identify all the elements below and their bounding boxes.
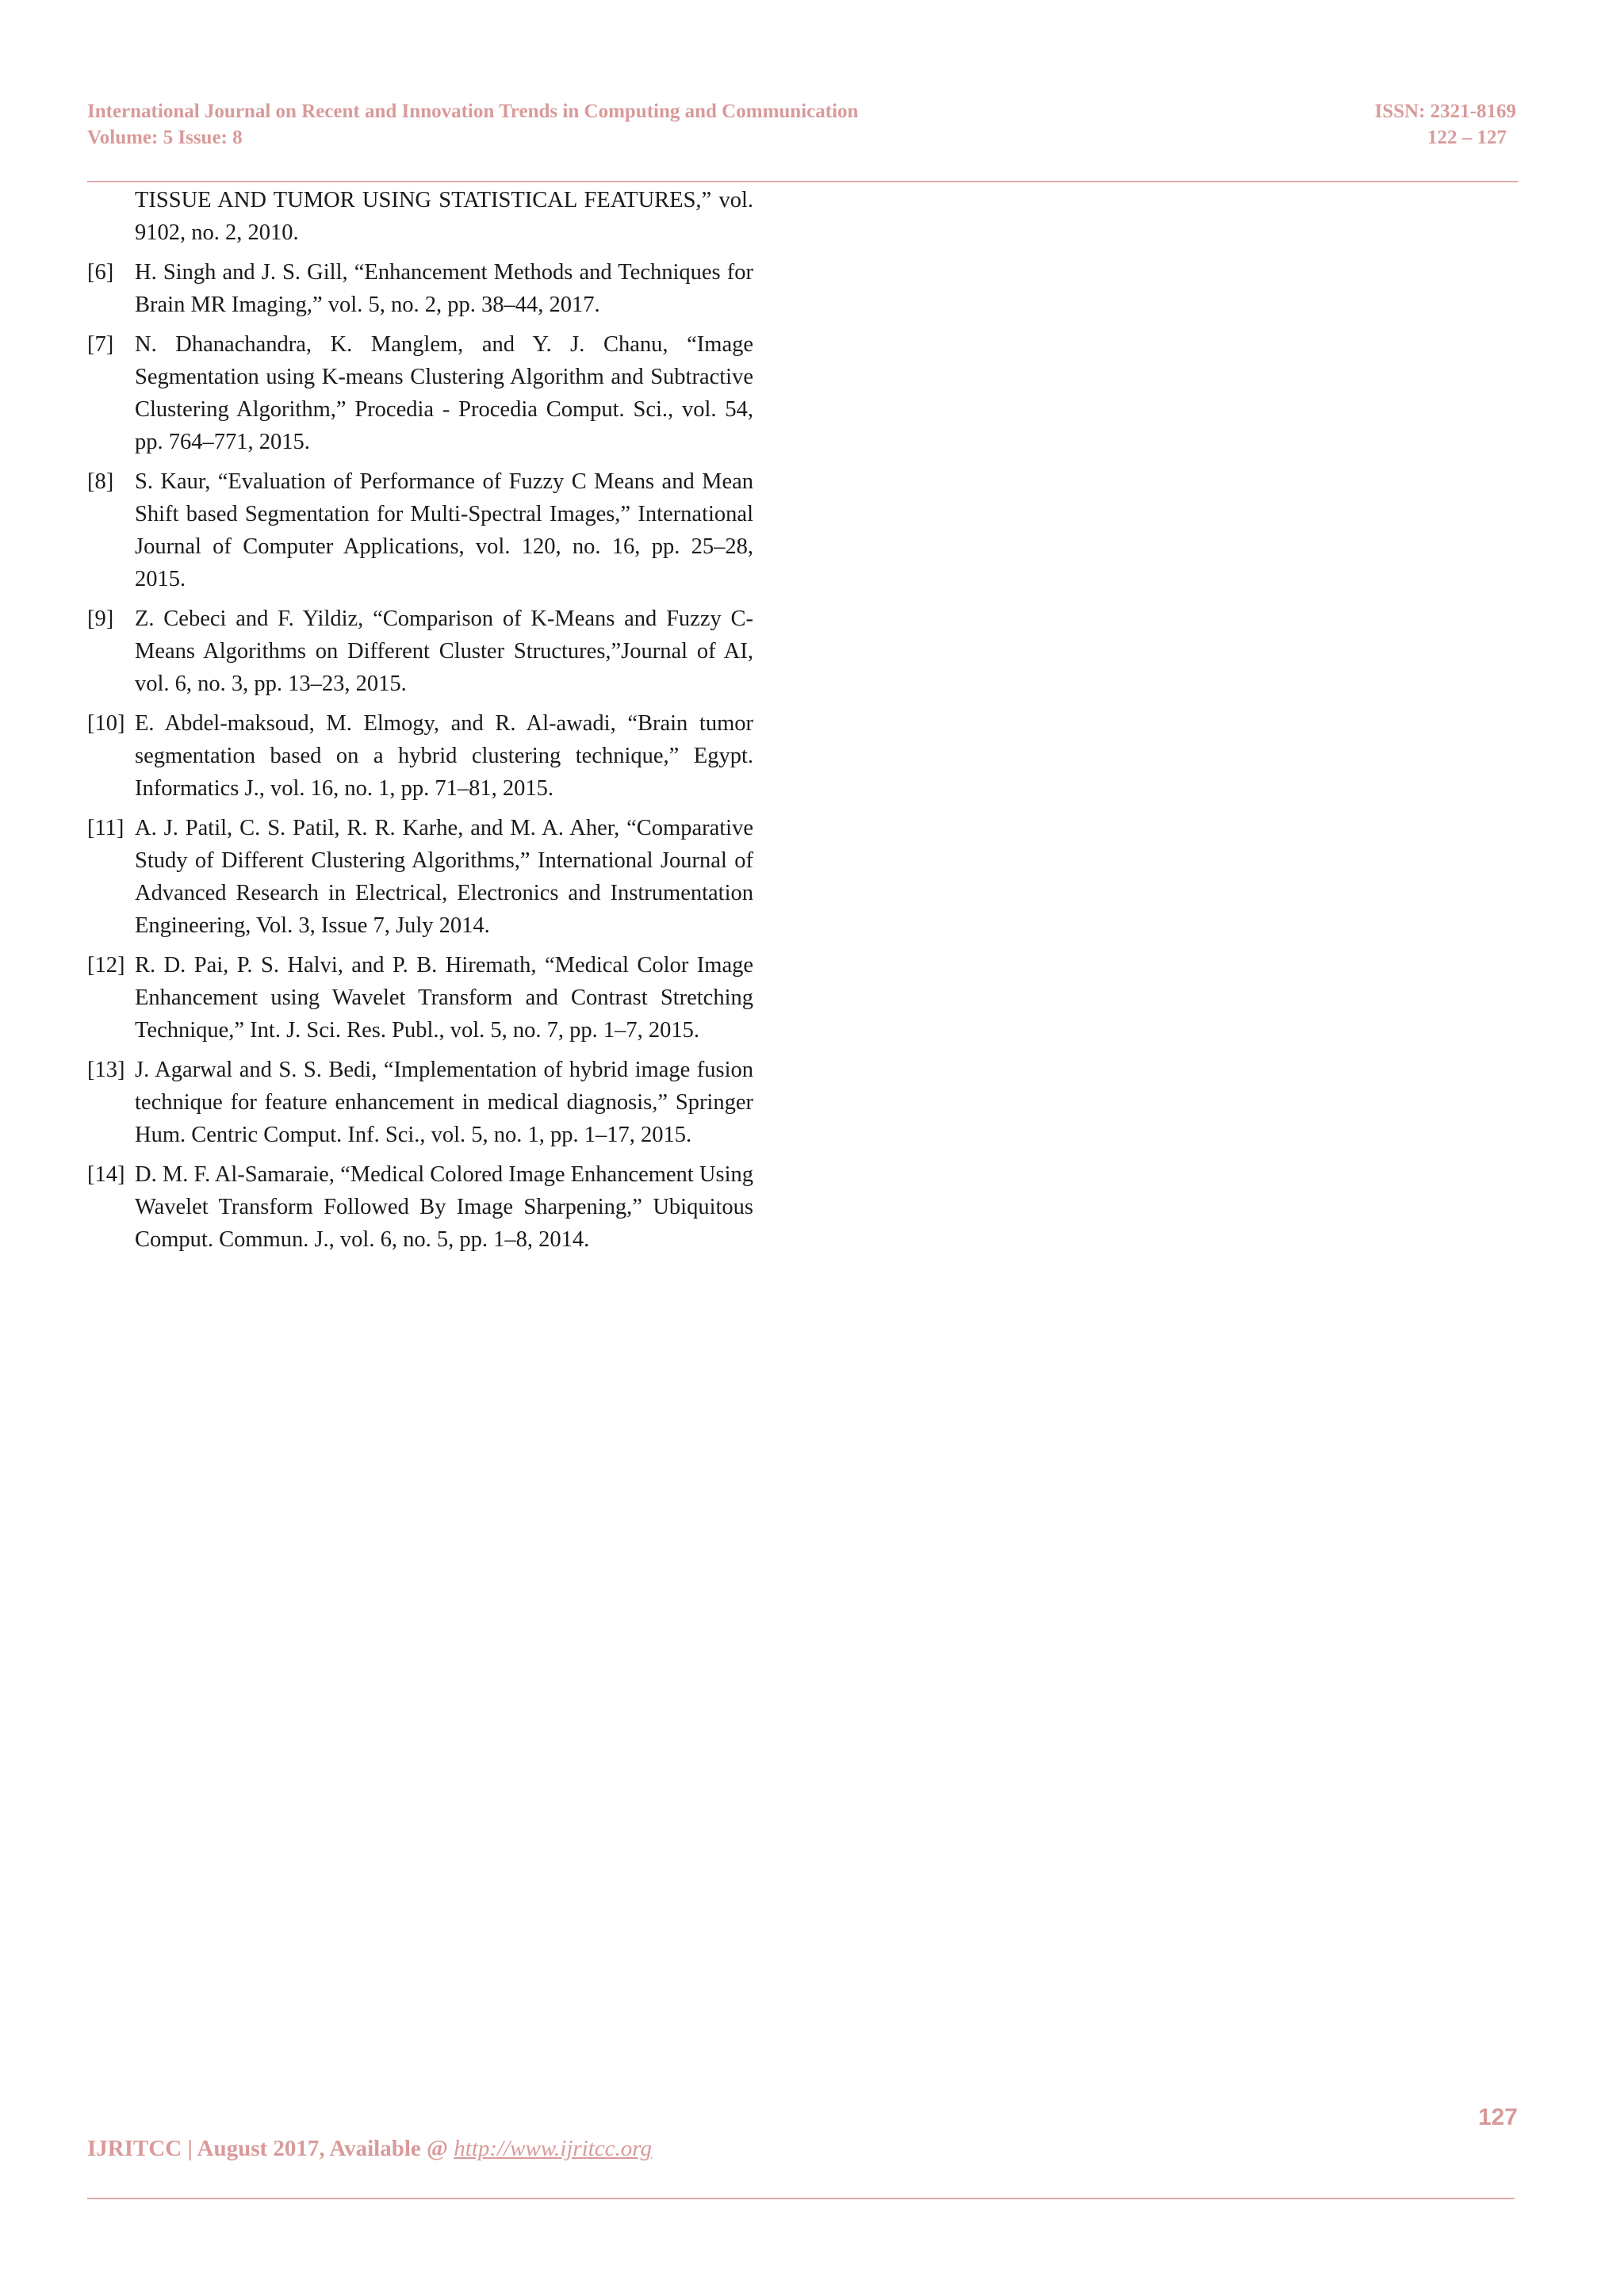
header-divider <box>87 181 1518 182</box>
reference-number: [14] <box>87 1162 125 1187</box>
reference-number: [8] <box>87 469 114 494</box>
reference-text: TISSUE AND TUMOR USING STATISTICAL FEATURES,” vol. 9102, no. 2, 2010. <box>135 188 753 245</box>
page-range: 122 – 127 <box>1427 127 1507 148</box>
page-footer <box>87 2136 652 2162</box>
reference-number: [6] <box>87 260 114 285</box>
reference-item <box>87 812 753 942</box>
journal-website-link[interactable]: http://www.ijritcc.org <box>454 2136 652 2161</box>
reference-text: R. D. Pai, P. S. Halvi, and P. B. Hiremath, “Medical Color Image Enhancement using Wavelet Transform and Contrast Stretching Technique,” Int. J. Sci. Res. Publ., vol. 5, no. 7, pp. 1–7, 2015. <box>135 953 753 1043</box>
reference-list <box>87 184 753 1263</box>
reference-item <box>87 1054 753 1151</box>
reference-item <box>87 184 753 249</box>
reference-item <box>87 465 753 595</box>
reference-number: [11] <box>87 816 124 840</box>
reference-item <box>87 328 753 458</box>
journal-header <box>87 98 858 151</box>
journal-title: International Journal on Recent and Innovation Trends in Computing and Communication <box>87 101 859 122</box>
reference-text: N. Dhanachandra, K. Manglem, and Y. J. Chanu, “Image Segmentation using K-means Clustering Algorithm and Subtractive Clustering Algorithm,” Procedia - Procedia Comput. Sci., vol. 54, pp. 764–771, 2015. <box>135 332 753 454</box>
footer-text: IJRITCC | August 2017, Available @ <box>87 2136 454 2161</box>
page-number: 127 <box>1477 2104 1518 2130</box>
reference-number: [10] <box>87 711 125 736</box>
reference-item <box>87 1158 753 1256</box>
journal-meta <box>1375 98 1517 151</box>
reference-number: [7] <box>87 332 114 357</box>
reference-item <box>87 603 753 700</box>
reference-item <box>87 707 753 805</box>
reference-text: E. Abdel-maksoud, M. Elmogy, and R. Al-awadi, “Brain tumor segmentation based on a hybrid clustering technique,” Egypt. Informatics J., vol. 16, no. 1, pp. 71–81, 2015. <box>135 711 753 801</box>
reference-item <box>87 256 753 321</box>
reference-text: Z. Cebeci and F. Yildiz, “Comparison of K-Means and Fuzzy C-Means Algorithms on Different Cluster Structures,”Journal of AI, vol. 6, no. 3, pp. 13–23, 2015. <box>135 607 753 696</box>
reference-text: H. Singh and J. S. Gill, “Enhancement Methods and Techniques for Brain MR Imaging,” vol. 5, no. 2, pp. 38–44, 2017. <box>135 260 753 317</box>
reference-text: S. Kaur, “Evaluation of Performance of Fuzzy C Means and Mean Shift based Segmentation for Multi-Spectral Images,” International Journal of Computer Applications, vol. 120, no. 16, pp. 25–28, 2015. <box>135 469 753 591</box>
reference-text: J. Agarwal and S. S. Bedi, “Implementation of hybrid image fusion technique for feature enhancement in medical diagnosis,” Springer Hum. Centric Comput. Inf. Sci., vol. 5, no. 1, pp. 1–17, 2015. <box>135 1058 753 1147</box>
reference-number: [12] <box>87 953 125 978</box>
reference-text: A. J. Patil, C. S. Patil, R. R. Karhe, and M. A. Aher, “Comparative Study of Different Clustering Algorithms,” International Journal of Advanced Research in Electrical, Electronics and Instrumentation Engineering, Vol. 3, Issue 7, July 2014. <box>135 816 753 938</box>
reference-number: [13] <box>87 1058 125 1082</box>
reference-item <box>87 949 753 1047</box>
reference-text: D. M. F. Al-Samaraie, “Medical Colored Image Enhancement Using Wavelet Transform Followed By Image Sharpening,” Ubiquitous Comput. Commun. J., vol. 6, no. 5, pp. 1–8, 2014. <box>135 1162 753 1252</box>
journal-volume: Volume: 5 Issue: 8 <box>87 127 243 148</box>
footer-divider <box>87 2198 1515 2199</box>
journal-issn: ISSN: 2321-8169 <box>1374 101 1516 122</box>
reference-number: [9] <box>87 607 114 631</box>
